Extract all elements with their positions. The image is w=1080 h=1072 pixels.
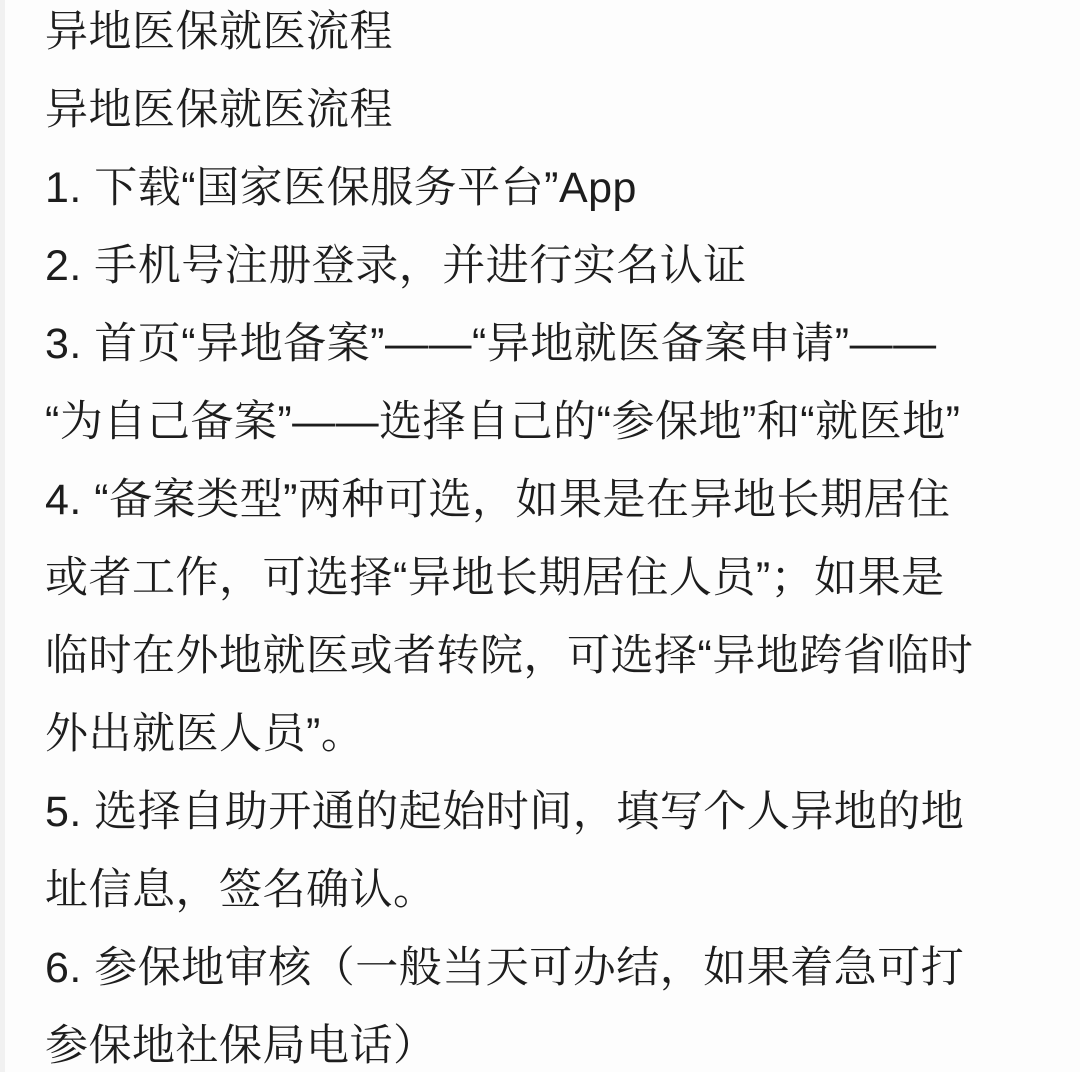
step-4-line-1: 4. “备案类型”两种可选，如果是在异地长期居住 <box>45 476 951 524</box>
step-3-line-1: 3. 首页“异地备案”——“异地就医备案申请”—— <box>45 320 937 368</box>
left-edge-shadow <box>0 0 5 1072</box>
step-4-line-3: 临时在外地就医或者转院，可选择“异地跨省临时 <box>45 632 974 680</box>
step-6-line-2: 参保地社保局电话） <box>45 1022 437 1070</box>
step-4-line-4: 外出就医人员”。 <box>45 710 365 758</box>
step-4-line-2: 或者工作，可选择“异地长期居住人员”；如果是 <box>45 554 945 602</box>
step-5-line-2: 址信息，签名确认。 <box>45 866 437 914</box>
step-3-line-2: “为自己备案”——选择自己的“参保地”和“就医地” <box>45 398 961 446</box>
step-2-line: 2. 手机号注册登录，并进行实名认证 <box>45 242 747 290</box>
step-5-line-1: 5. 选择自助开通的起始时间，填写个人异地的地 <box>45 788 965 836</box>
title-line-1: 异地医保就医流程 <box>45 8 393 56</box>
text-block <box>45 0 1075 1072</box>
title-line-2: 异地医保就医流程 <box>45 86 393 134</box>
step-1-line: 1. 下载“国家医保服务平台”App <box>45 164 637 212</box>
step-6-line-1: 6. 参保地审核（一般当天可办结，如果着急可打 <box>45 944 965 992</box>
